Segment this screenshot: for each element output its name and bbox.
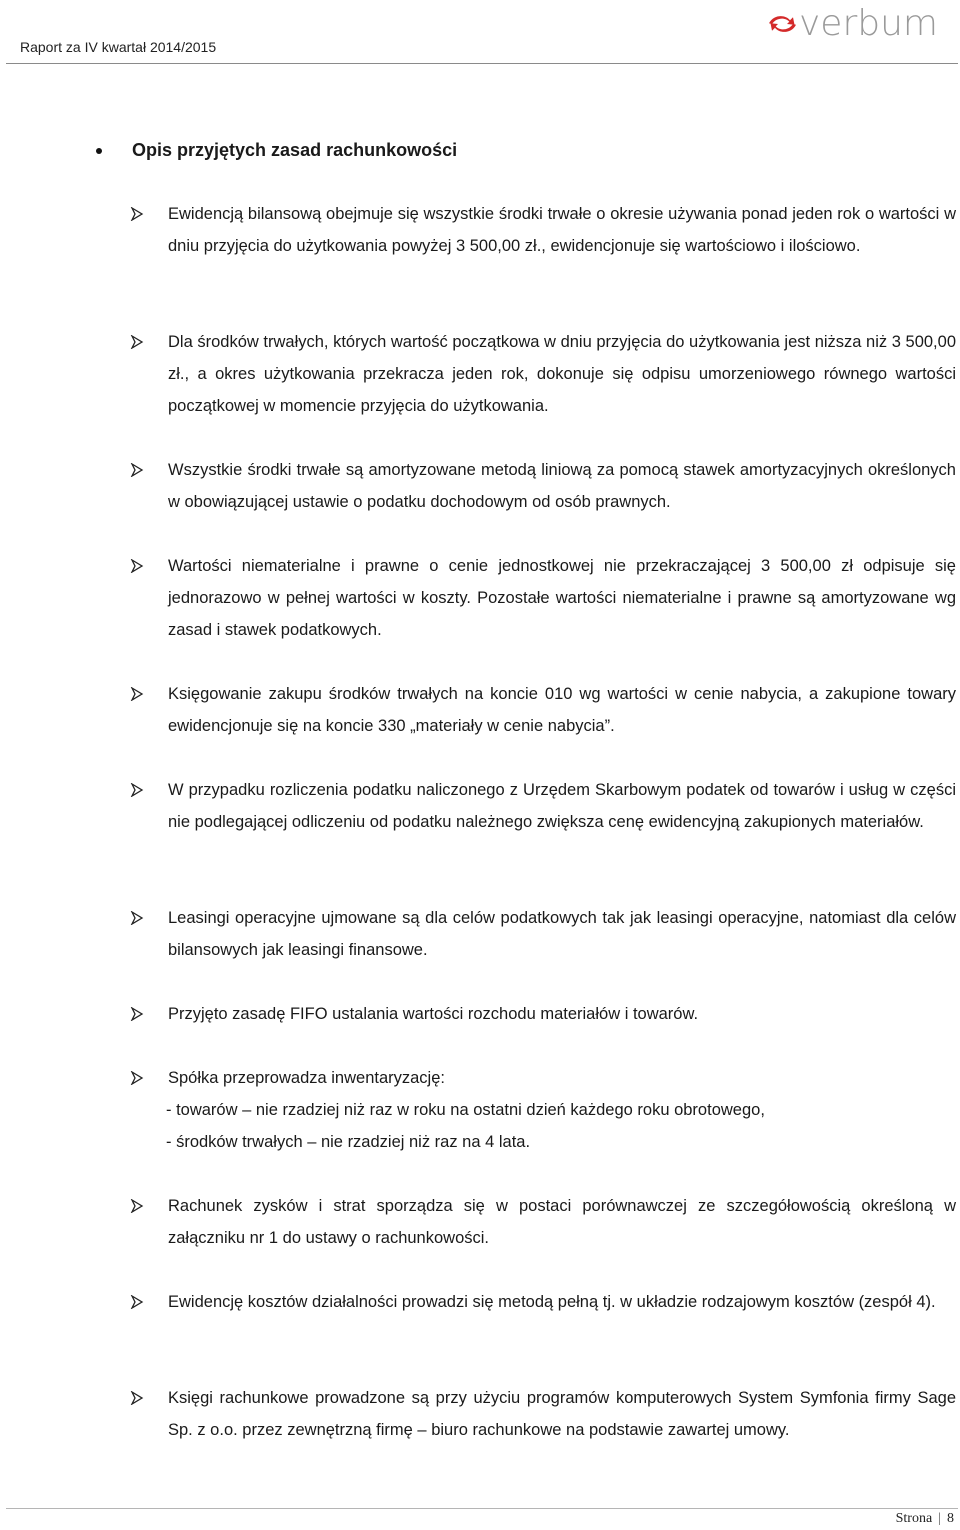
list-item-text: W przypadku rozliczenia podatku naliczonego z Urzędem Skarbowym podatek od towarów i usług w części nie podlegającej odliczeniu od podatku należnego zwiększa cenę ewidencyjną zakupionych materiałów. — [168, 781, 956, 831]
list-item-text: Leasingi operacyjne ujmowane są dla celów podatkowych tak jak leasingi operacyjne, natomiast dla celów bilansowych jak leasingi finansowe. — [168, 909, 956, 959]
verbum-logo-icon — [766, 9, 799, 39]
list-item-text: Rachunek zysków i strat sporządza się w postaci porównawczej ze szczegółowością określoną w załączniku nr 1 do ustawy o rachunkowości. — [168, 1197, 956, 1247]
arrow-bullet-icon — [130, 559, 144, 573]
arrow-bullet-icon — [130, 1391, 144, 1405]
footer-divider — [6, 1508, 958, 1509]
arrow-bullet-icon — [130, 1007, 144, 1021]
arrow-bullet-icon — [130, 1295, 144, 1309]
report-title: Raport za IV kwartał 2014/2015 — [20, 39, 217, 55]
list-item-text — [168, 1062, 956, 1158]
list-item-text: Przyjęto zasadę FIFO ustalania wartości rozchodu materiałów i towarów. — [168, 1005, 699, 1023]
header-divider — [6, 63, 958, 64]
list-item-text: Dla środków trwałych, których wartość początkowa w dniu przyjęcia do użytkowania jest niższa niż 3 500,00 zł., a okres użytkowania przekracza jeden rok, dokonuje się odpisu umorzeniowego równego wartości początkowej w momencie przyjęcia do użytkowania. — [168, 333, 956, 415]
list-item-text: Ewidencję kosztów działalności prowadzi się metodą pełną tj. w układzie rodzajowym kosztów (zespół 4). — [168, 1293, 936, 1311]
page-header — [0, 0, 960, 64]
arrow-bullet-icon — [130, 687, 144, 701]
verbum-logo — [766, 4, 938, 44]
list-item-text: Wszystkie środki trwałe są amortyzowane metodą liniową za pomocą stawek amortyzacyjnych określonych w obowiązującej ustawie o podatku dochodowym od osób prawnych. — [168, 461, 956, 511]
list-item-text: Księgi rachunkowe prowadzone są przy użyciu programów komputerowych System Symfonia firmy Sage Sp. z o.o. przez zewnętrzną firmę – biuro rachunkowe na podstawie zawartej umowy. — [168, 1389, 956, 1439]
page-footer — [0, 1490, 960, 1530]
page-number: Strona | 8 — [895, 1511, 954, 1526]
list-item-text: Ewidencją bilansową obejmuje się wszystkie środki trwałe o okresie używania ponad jeden rok o wartości w dniu przyjęcia do użytkowania powyżej 3 500,00 zł., ewidencjonuje się wartościowo i ilościowo. — [168, 205, 956, 255]
inventory-intro: Spółka przeprowadza inwentaryzację: — [168, 1069, 445, 1087]
arrow-bullet-icon — [130, 463, 144, 477]
arrow-bullet-icon — [130, 1199, 144, 1213]
arrow-bullet-icon — [130, 335, 144, 349]
inventory-fixed-assets: - środków trwałych – nie rzadziej niż raz na 4 lata. — [166, 1133, 531, 1151]
list-item-text: Księgowanie zakupu środków trwałych na koncie 010 wg wartości w cenie nabycia, a zakupione towary ewidencjonuje się na koncie 330 „materiały w cenie nabycia”. — [168, 685, 956, 735]
arrow-bullet-icon — [130, 1071, 144, 1085]
list-item-text: Wartości niematerialne i prawne o cenie jednostkowej nie przekraczającej 3 500,00 zł odpisuje się jednorazowo w pełnej wartości w koszty. Pozostałe wartości niematerialne i prawne są amortyzowane wg zasad i stawek podatkowych. — [168, 557, 956, 639]
arrow-bullet-icon — [130, 783, 144, 797]
logo-wordmark: verbum — [799, 3, 938, 44]
arrow-bullet-icon — [130, 911, 144, 925]
arrow-bullet-icon — [130, 207, 144, 221]
section-heading: Opis przyjętych zasad rachunkowości — [132, 140, 458, 160]
inventory-goods: - towarów – nie rzadziej niż raz w roku na ostatni dzień każdego roku obrotowego, — [166, 1101, 765, 1119]
